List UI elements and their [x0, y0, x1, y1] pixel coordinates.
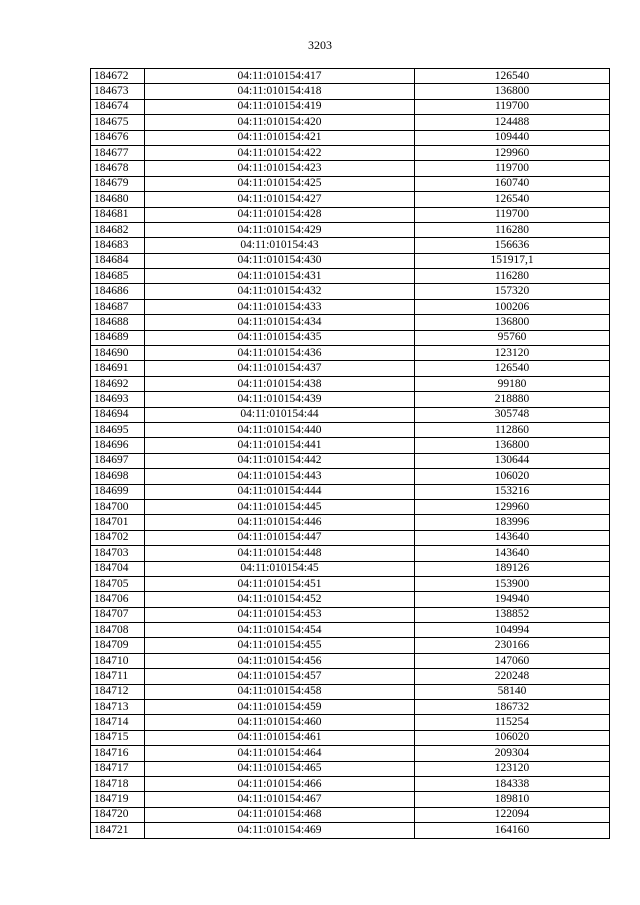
row-number: 184700 [91, 499, 145, 514]
cadastral-value: 126540 [415, 361, 610, 376]
table-row [91, 684, 610, 699]
cadastral-value: 136800 [415, 438, 610, 453]
cadastral-value: 151917,1 [415, 253, 610, 268]
cadastral-number: 04:11:010154:443 [145, 469, 415, 484]
row-number: 184709 [91, 638, 145, 653]
table-row [91, 84, 610, 99]
table-row [91, 176, 610, 191]
table-row [91, 69, 610, 84]
cadastral-number: 04:11:010154:447 [145, 530, 415, 545]
cadastral-number: 04:11:010154:44 [145, 407, 415, 422]
cadastral-number: 04:11:010154:440 [145, 422, 415, 437]
row-number: 184688 [91, 315, 145, 330]
row-number: 184693 [91, 392, 145, 407]
cadastral-number: 04:11:010154:467 [145, 792, 415, 807]
table-row [91, 469, 610, 484]
cadastral-number: 04:11:010154:468 [145, 807, 415, 822]
cadastral-number: 04:11:010154:459 [145, 700, 415, 715]
table-row [91, 638, 610, 653]
cadastral-number: 04:11:010154:461 [145, 730, 415, 745]
table-row [91, 530, 610, 545]
row-number: 184717 [91, 761, 145, 776]
cadastral-number: 04:11:010154:431 [145, 269, 415, 284]
cadastral-number: 04:11:010154:427 [145, 192, 415, 207]
table-row [91, 807, 610, 822]
cadastral-number: 04:11:010154:432 [145, 284, 415, 299]
row-number: 184708 [91, 623, 145, 638]
table-row [91, 453, 610, 468]
table-row [91, 515, 610, 530]
row-number: 184703 [91, 546, 145, 561]
table-row [91, 700, 610, 715]
cadastral-number: 04:11:010154:448 [145, 546, 415, 561]
cadastral-number: 04:11:010154:451 [145, 576, 415, 591]
row-number: 184677 [91, 145, 145, 160]
cadastral-value: 119700 [415, 207, 610, 222]
cadastral-value: 189126 [415, 561, 610, 576]
cadastral-number: 04:11:010154:417 [145, 69, 415, 84]
table-row [91, 592, 610, 607]
table-row [91, 145, 610, 160]
table-row [91, 115, 610, 130]
table-row [91, 715, 610, 730]
table-row [91, 499, 610, 514]
cadastral-number: 04:11:010154:439 [145, 392, 415, 407]
table-row [91, 269, 610, 284]
table-row [91, 376, 610, 391]
cadastral-number: 04:11:010154:425 [145, 176, 415, 191]
cadastral-value: 122094 [415, 807, 610, 822]
table-row [91, 607, 610, 622]
table-row [91, 422, 610, 437]
row-number: 184715 [91, 730, 145, 745]
row-number: 184679 [91, 176, 145, 191]
cadastral-value: 119700 [415, 161, 610, 176]
cadastral-value: 194940 [415, 592, 610, 607]
row-number: 184696 [91, 438, 145, 453]
row-number: 184690 [91, 346, 145, 361]
cadastral-value: 186732 [415, 700, 610, 715]
cadastral-number: 04:11:010154:445 [145, 499, 415, 514]
cadastral-value: 156636 [415, 238, 610, 253]
table-row [91, 576, 610, 591]
cadastral-number: 04:11:010154:454 [145, 623, 415, 638]
cadastral-number: 04:11:010154:428 [145, 207, 415, 222]
cadastral-value: 136800 [415, 84, 610, 99]
cadastral-value: 129960 [415, 145, 610, 160]
row-number: 184691 [91, 361, 145, 376]
cadastral-value: 126540 [415, 69, 610, 84]
table-row [91, 561, 610, 576]
row-number: 184689 [91, 330, 145, 345]
cadastral-number: 04:11:010154:444 [145, 484, 415, 499]
cadastral-number: 04:11:010154:434 [145, 315, 415, 330]
row-number: 184674 [91, 99, 145, 114]
row-number: 184711 [91, 669, 145, 684]
cadastral-value: 143640 [415, 530, 610, 545]
cadastral-value: 164160 [415, 823, 610, 838]
cadastral-value: 230166 [415, 638, 610, 653]
cadastral-value: 129960 [415, 499, 610, 514]
row-number: 184687 [91, 299, 145, 314]
row-number: 184694 [91, 407, 145, 422]
row-number: 184721 [91, 823, 145, 838]
cadastral-value: 153216 [415, 484, 610, 499]
table-row [91, 99, 610, 114]
cadastral-value: 106020 [415, 469, 610, 484]
cadastral-number: 04:11:010154:465 [145, 761, 415, 776]
row-number: 184695 [91, 422, 145, 437]
table-row [91, 284, 610, 299]
cadastral-value: 104994 [415, 623, 610, 638]
cadastral-number: 04:11:010154:441 [145, 438, 415, 453]
cadastral-number: 04:11:010154:453 [145, 607, 415, 622]
cadastral-number: 04:11:010154:436 [145, 346, 415, 361]
row-number: 184710 [91, 653, 145, 668]
table-row [91, 546, 610, 561]
cadastral-number: 04:11:010154:458 [145, 684, 415, 699]
cadastral-value: 106020 [415, 730, 610, 745]
row-number: 184685 [91, 269, 145, 284]
table-body [91, 69, 610, 839]
cadastral-number: 04:11:010154:464 [145, 746, 415, 761]
cadastral-number: 04:11:010154:418 [145, 84, 415, 99]
cadastral-value: 157320 [415, 284, 610, 299]
table-row [91, 669, 610, 684]
cadastral-value: 123120 [415, 761, 610, 776]
row-number: 184704 [91, 561, 145, 576]
row-number: 184702 [91, 530, 145, 545]
row-number: 184701 [91, 515, 145, 530]
cadastral-number: 04:11:010154:452 [145, 592, 415, 607]
row-number: 184680 [91, 192, 145, 207]
row-number: 184705 [91, 576, 145, 591]
cadastral-value: 147060 [415, 653, 610, 668]
row-number: 184719 [91, 792, 145, 807]
row-number: 184706 [91, 592, 145, 607]
cadastral-number: 04:11:010154:429 [145, 222, 415, 237]
cadastral-number: 04:11:010154:437 [145, 361, 415, 376]
table-row [91, 361, 610, 376]
table-row [91, 222, 610, 237]
table-row [91, 776, 610, 791]
row-number: 184698 [91, 469, 145, 484]
row-number: 184675 [91, 115, 145, 130]
row-number: 184676 [91, 130, 145, 145]
table-row [91, 392, 610, 407]
row-number: 184718 [91, 776, 145, 791]
cadastral-number: 04:11:010154:45 [145, 561, 415, 576]
cadastral-value: 220248 [415, 669, 610, 684]
cadastral-number: 04:11:010154:419 [145, 99, 415, 114]
cadastral-value: 115254 [415, 715, 610, 730]
cadastral-number: 04:11:010154:421 [145, 130, 415, 145]
cadastral-value: 183996 [415, 515, 610, 530]
cadastral-value: 112860 [415, 422, 610, 437]
cadastral-value: 119700 [415, 99, 610, 114]
table-row [91, 407, 610, 422]
row-number: 184681 [91, 207, 145, 222]
cadastral-value: 138852 [415, 607, 610, 622]
table-row [91, 130, 610, 145]
table-row [91, 253, 610, 268]
cadastral-number: 04:11:010154:43 [145, 238, 415, 253]
cadastral-value: 209304 [415, 746, 610, 761]
row-number: 184714 [91, 715, 145, 730]
cadastral-value: 130644 [415, 453, 610, 468]
cadastral-value: 109440 [415, 130, 610, 145]
cadastral-number: 04:11:010154:466 [145, 776, 415, 791]
cadastral-value: 58140 [415, 684, 610, 699]
cadastral-number: 04:11:010154:438 [145, 376, 415, 391]
row-number: 184684 [91, 253, 145, 268]
cadastral-value: 143640 [415, 546, 610, 561]
cadastral-number: 04:11:010154:460 [145, 715, 415, 730]
table-row [91, 207, 610, 222]
cadastral-value: 100206 [415, 299, 610, 314]
table-row [91, 346, 610, 361]
cadastral-value: 184338 [415, 776, 610, 791]
table-row [91, 730, 610, 745]
cadastral-number: 04:11:010154:422 [145, 145, 415, 160]
row-number: 184716 [91, 746, 145, 761]
cadastral-value: 305748 [415, 407, 610, 422]
cadastral-number: 04:11:010154:469 [145, 823, 415, 838]
row-number: 184682 [91, 222, 145, 237]
table-row [91, 238, 610, 253]
cadastral-value: 124488 [415, 115, 610, 130]
cadastral-value: 99180 [415, 376, 610, 391]
cadastral-number: 04:11:010154:435 [145, 330, 415, 345]
table-row [91, 299, 610, 314]
cadastral-number: 04:11:010154:442 [145, 453, 415, 468]
table-row [91, 192, 610, 207]
row-number: 184720 [91, 807, 145, 822]
cadastral-value: 189810 [415, 792, 610, 807]
row-number: 184692 [91, 376, 145, 391]
row-number: 184686 [91, 284, 145, 299]
table-row [91, 438, 610, 453]
cadastral-number: 04:11:010154:457 [145, 669, 415, 684]
cadastral-value: 116280 [415, 269, 610, 284]
cadastral-value: 136800 [415, 315, 610, 330]
row-number: 184678 [91, 161, 145, 176]
cadastral-value: 116280 [415, 222, 610, 237]
row-number: 184673 [91, 84, 145, 99]
table-row [91, 823, 610, 838]
row-number: 184697 [91, 453, 145, 468]
cadastral-table [90, 68, 610, 839]
cadastral-number: 04:11:010154:446 [145, 515, 415, 530]
cadastral-value: 126540 [415, 192, 610, 207]
row-number: 184672 [91, 69, 145, 84]
row-number: 184683 [91, 238, 145, 253]
page-number: 3203 [308, 38, 332, 52]
cadastral-number: 04:11:010154:430 [145, 253, 415, 268]
table-row [91, 761, 610, 776]
row-number: 184707 [91, 607, 145, 622]
cadastral-number: 04:11:010154:433 [145, 299, 415, 314]
cadastral-value: 123120 [415, 346, 610, 361]
table-row [91, 746, 610, 761]
cadastral-value: 153900 [415, 576, 610, 591]
row-number: 184712 [91, 684, 145, 699]
cadastral-number: 04:11:010154:420 [145, 115, 415, 130]
cadastral-number: 04:11:010154:423 [145, 161, 415, 176]
row-number: 184699 [91, 484, 145, 499]
table-row [91, 315, 610, 330]
cadastral-number: 04:11:010154:455 [145, 638, 415, 653]
cadastral-value: 160740 [415, 176, 610, 191]
cadastral-number: 04:11:010154:456 [145, 653, 415, 668]
table-row [91, 653, 610, 668]
table-row [91, 623, 610, 638]
table-row [91, 792, 610, 807]
table-row [91, 161, 610, 176]
cadastral-value: 95760 [415, 330, 610, 345]
row-number: 184713 [91, 700, 145, 715]
table-row [91, 484, 610, 499]
cadastral-value: 218880 [415, 392, 610, 407]
table-row [91, 330, 610, 345]
